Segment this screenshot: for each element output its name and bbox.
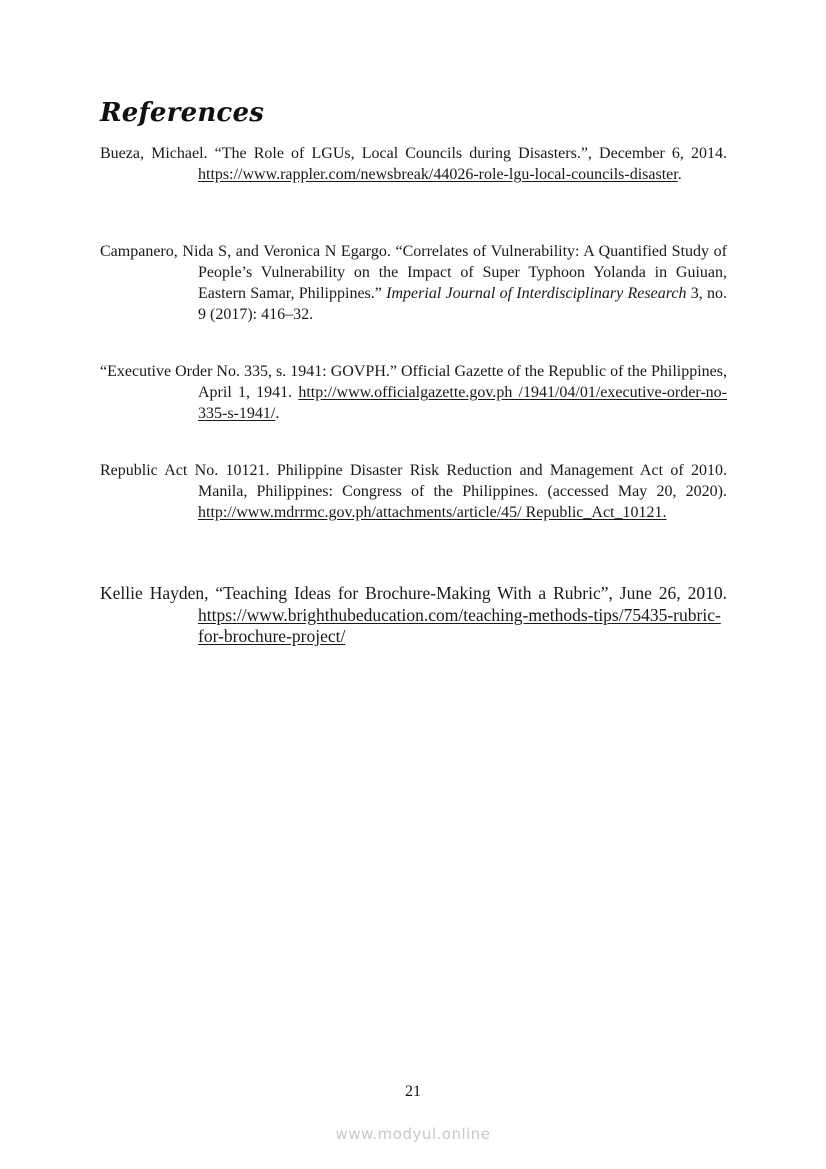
reference-link-brighthub[interactable]: https://www.brighthubeducation.com/teaching-methods-tips/75435-rubric-for-brochure-project/ xyxy=(198,604,721,646)
page-number: 21 xyxy=(405,1083,421,1100)
reference-journal-title: Imperial Journal of Interdisciplinary Research xyxy=(386,285,687,302)
reference-text: Campanero, Nida S, and Veronica N Egargo. “Correlates of Vulnerability: A Quantified Study of People’s Vulnerability on the Impact of Super Typhoon Yolanda in Guiuan, Eastern Samar, Philippines.” xyxy=(100,243,727,302)
reference-link-rappler[interactable]: https://www.rappler.com/newsbreak/44026-role-lgu-local-councils-disaster xyxy=(198,166,678,183)
reference-text: Republic Act No. 10121. Philippine Disaster Risk Reduction and Management Act of 2010. Manila, Philippines: Congress of the Philippines. (accessed May 20, 2020). xyxy=(100,462,727,500)
references-heading: References xyxy=(100,98,265,128)
reference-entry-campanero xyxy=(100,241,727,325)
reference-link-gazette[interactable]: http://www.officialgazette.gov.ph /1941/04/01/executive-order-no-335-s-1941/ xyxy=(198,384,728,422)
reference-text: Bueza, Michael. “The Role of LGUs, Local Councils during Disasters.”, December 6, 2014. xyxy=(100,145,727,162)
reference-entry-bueza xyxy=(100,143,727,185)
reference-text-end: 3, no. 9 (2017): 416–32. xyxy=(198,285,728,323)
reference-text-end: . xyxy=(275,405,280,422)
reference-entry-hayden xyxy=(100,583,727,648)
reference-text: Kellie Hayden, “Teaching Ideas for Brochure-Making With a Rubric”, June 26, 2010. xyxy=(100,583,727,603)
watermark: www.modyul.online xyxy=(335,1125,491,1143)
reference-entry-executive-order xyxy=(100,361,727,424)
reference-text-end: . xyxy=(677,166,682,183)
reference-entry-republic-act xyxy=(100,460,727,523)
reference-link-mdrrmc[interactable]: http://www.mdrrmc.gov.ph/attachments/article/45/ Republic_Act_10121. xyxy=(198,504,667,521)
reference-text: “Executive Order No. 335, s. 1941: GOVPH.” Official Gazette of the Republic of the Philippines, April 1, 1941. xyxy=(100,363,727,401)
